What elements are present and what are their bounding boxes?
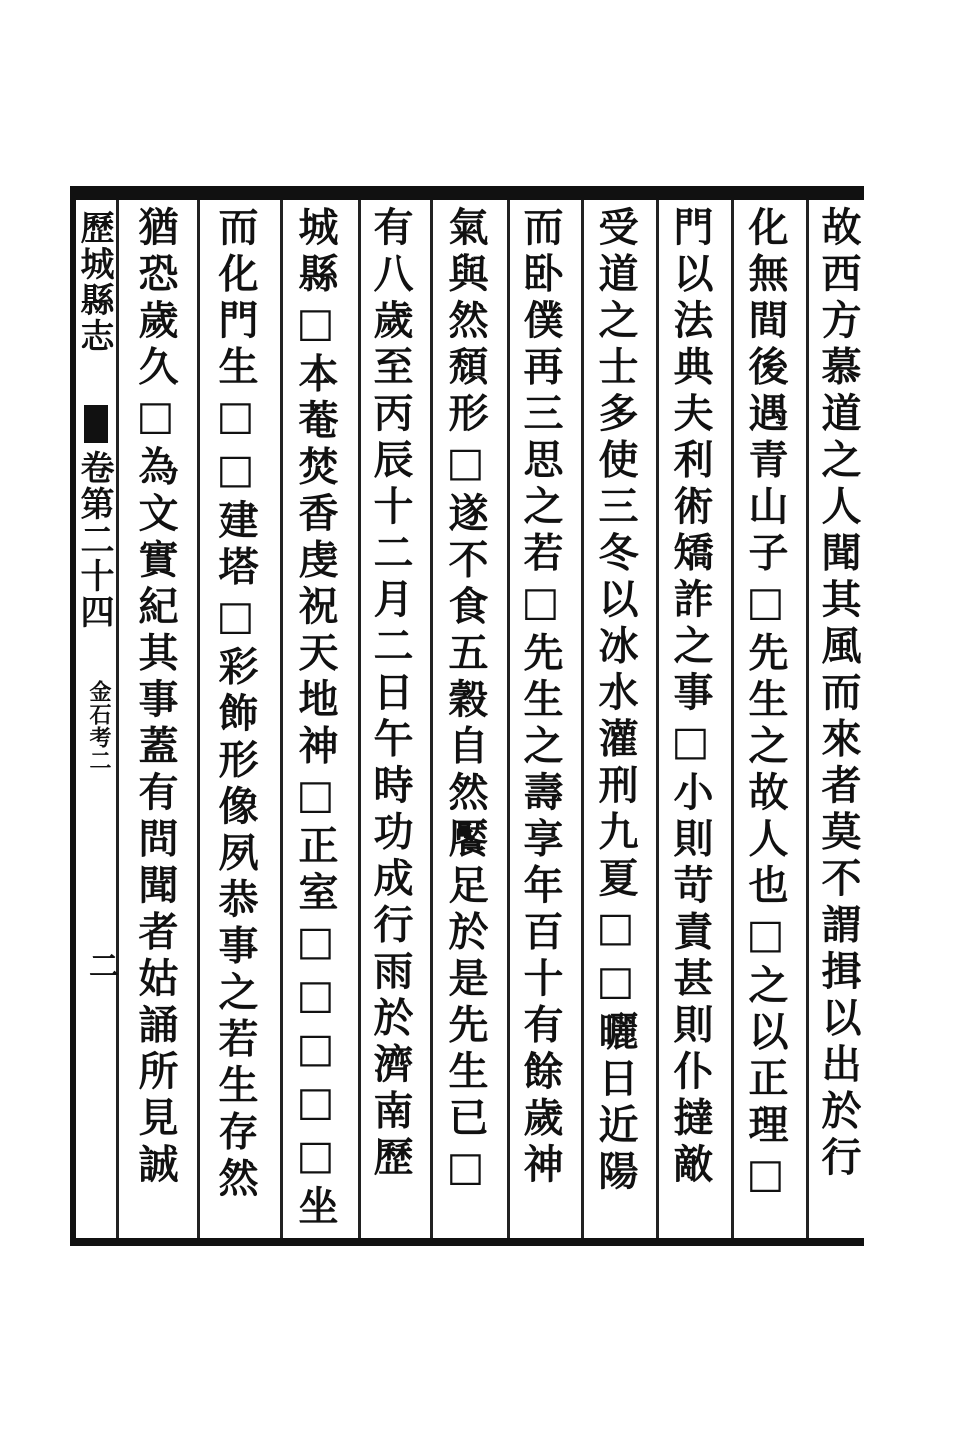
column-divider: [280, 200, 283, 1238]
page-number: 二: [83, 950, 118, 980]
page-margin-strip: [74, 210, 118, 1230]
text-column-7: 有八歲至丙辰十二月二日午時功成行雨於濟南歷: [367, 206, 414, 1183]
text-column-3: 門以法典夫利術矯詐之事□小則苛責甚則仆撻敵: [667, 206, 714, 1190]
text-column-1: 故西方慕道之人聞其風而來者莫不謂揖以出於行: [815, 206, 862, 1183]
book-title: 歷城縣志: [74, 210, 114, 354]
column-divider: [116, 200, 119, 1238]
text-column-4: 受道之士多使三冬以冰水灌刑九夏□□曬日近陽: [592, 206, 639, 1197]
bottom-border-rule: [70, 1238, 864, 1246]
column-divider: [581, 200, 584, 1238]
section-label: 金石考二: [86, 680, 112, 772]
volume-label: 卷第二十四: [74, 450, 114, 630]
column-divider: [656, 200, 659, 1238]
text-column-5: 而卧僕再三思之若□先生之壽享年百十有餘歲神: [517, 206, 564, 1190]
text-column-10: 猶恐歲久□為文實紀其事蓋有問聞者姑誦所見誠: [132, 206, 179, 1190]
text-column-6: 氣與然頹形□遂不食五穀自然饜足於是先生已□: [442, 206, 489, 1197]
fishtail-mark: [84, 405, 108, 443]
text-column-9: 而化門生□□建塔□彩飾形像夙恭事之若生存然: [212, 206, 259, 1204]
text-column-2: 化無間後遇青山子□先生之故人也□之以正理□: [742, 206, 789, 1204]
column-divider: [197, 200, 200, 1238]
column-divider: [731, 200, 734, 1238]
text-column-8: 城縣□本菴焚香虔祝天地神□正室□□□□□坐: [292, 206, 339, 1232]
top-border-rule: [70, 186, 864, 200]
column-divider: [430, 200, 433, 1238]
